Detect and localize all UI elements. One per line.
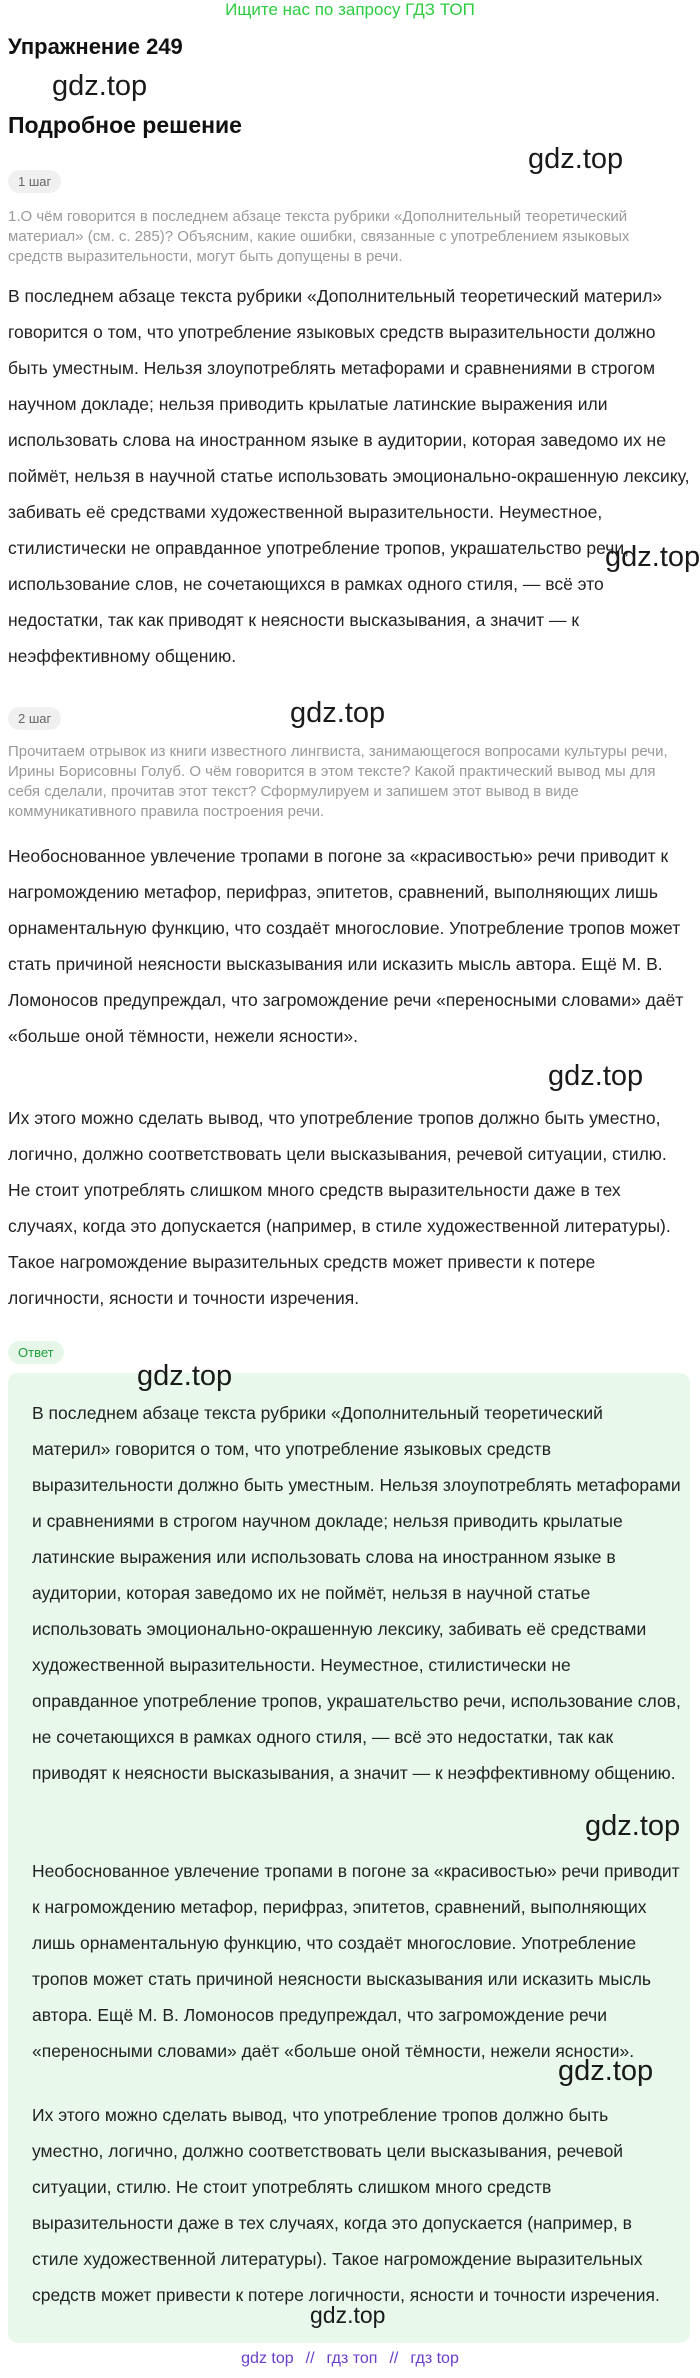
answer-paragraph-1: В последнем абзаце текста рубрики «Дополнительный теоретический материл» говорится о том, что употребление языковых средств выразительности должно быть уместным. Нельзя злоупотреблять метафорами и сравнениями в строгом научном докладе; нельзя приводить крылатые латинские выражения или использовать слова на иностранном языке в аудитории, которая заведомо их не поймёт, нельзя в научной статье использовать эмоционально-окрашенную лексику, забивать её средствами художественной выразительности. Неуместное, стилистически не оправданное употребление тропов, украшательство речи, использование слов, не сочетающихся в рамках одного стиля, — всё это недостатки, так как приводят к неясности высказывания, а значит — к неэффективному общению. <box>32 1403 681 1783</box>
watermark: gdz.top <box>310 2302 386 2328</box>
step-1-question: 1.О чём говорится в последнем абзаце текста рубрики «Дополнительный теоретический материал» (см. с. 285)? Объясним, какие ошибки, связанные с употреблением языковых средств выразительности, могут быть допущены в речи. <box>8 208 630 265</box>
watermark: gdz.top <box>52 70 148 102</box>
answer-paragraph-3: Их этого можно сделать вывод, что употребление тропов должно быть уместно, логично, должно соответствовать цели высказывания, речевой ситуации, стилю. Не стоит употреблять слишком много средств выразительности даже в тех случаях, когда это допускается (например, в стиле художественной литературы). Такое нагромождение выразительных средств может привести к потере логичности, ясности и точности изречения. <box>32 2105 660 2305</box>
step-2-question: Прочитаем отрывок из книги известного лингвиста, занимающегося вопросами культуры речи, Ирины Борисовны Голуб. О чём говорится в этом тексте? Какой практический вывод мы для себя сделали, прочитав этот текст? Сформулируем и запишем этот вывод в виде коммуникативного правила построения речи. <box>8 743 668 820</box>
footer-links <box>0 2350 700 2368</box>
watermark: gdz.top <box>558 2055 654 2087</box>
section-title: Подробное решение <box>8 112 242 138</box>
footer-separator: // <box>305 2350 315 2367</box>
footer-link[interactable]: gdz top <box>241 2350 294 2367</box>
answer-badge: Ответ <box>8 1341 64 1364</box>
step-2-answer-paragraph-1: Необоснованное увлечение тропами в погоне за «красивостью» речи приводит к нагромождению метафор, перифраз, эпитетов, сравнений, выполняющих лишь орнаментальную функцию, что создаёт многословие. Употребление тропов может стать причиной неясности высказывания или исказить мысль автора. Ещё М. В. Ломоносов предупреждал, что загромождение речи «переносными словами» даёт «больше оной тёмности, нежели ясности». <box>8 846 684 1046</box>
footer-link[interactable]: гдз top <box>410 2350 459 2367</box>
watermark: gdz.top <box>137 1360 233 1392</box>
watermark: gdz.top <box>290 697 386 729</box>
footer-link[interactable]: гдз топ <box>326 2350 378 2367</box>
watermark: gdz.top <box>528 143 624 175</box>
step-1-answer: В последнем абзаце текста рубрики «Дополнительный теоретический материл» говорится о том, что употребление языковых средств выразительности должно быть уместным. Нельзя злоупотреблять метафорами и сравнениями в строгом научном докладе; нельзя приводить крылатые латинские выражения или использовать слова на иностранном языке в аудитории, которая заведомо их не поймёт, нельзя в научной статье использовать эмоционально-окрашенную лексику, забивать её средствами художественной выразительности. Неуместное, стилистически не оправданное употребление тропов, украшательство речи, использование слов, не сочетающихся в рамках одного стиля, — всё это недостатки, так как приводят к неясности высказывания, а значит — к неэффективному общению. <box>8 286 690 666</box>
footer-separator: // <box>389 2350 399 2367</box>
answer-paragraph-2: Необоснованное увлечение тропами в погоне за «красивостью» речи приводит к нагромождению метафор, перифраз, эпитетов, сравнений, выполняющих лишь орнаментальную функцию, что создаёт многословие. Употребление тропов может стать причиной неясности высказывания или исказить мысль автора. Ещё М. В. Ломоносов предупреждал, что загромождение речи «переносными словами» даёт «больше оной тёмности, нежели ясности». <box>32 1861 680 2061</box>
search-hint-link[interactable]: Ищите нас по запросу ГДЗ ТОП <box>225 0 475 19</box>
watermark: gdz.top <box>605 541 700 573</box>
watermark: gdz.top <box>585 1810 681 1842</box>
page-title: Упражнение 249 <box>8 34 183 59</box>
watermark: gdz.top <box>548 1060 644 1092</box>
step-2-badge: 2 шаг <box>8 707 61 730</box>
step-1-badge: 1 шаг <box>8 170 61 193</box>
step-2-answer-paragraph-2: Их этого можно сделать вывод, что употребление тропов должно быть уместно, логично, должно соответствовать цели высказывания, речевой ситуации, стилю. Не стоит употреблять слишком много средств выразительности даже в тех случаях, когда это допускается (например, в стиле художественной литературы). Такое нагромождение выразительных средств может привести к потере логичности, ясности и точности изречения. <box>8 1108 671 1308</box>
